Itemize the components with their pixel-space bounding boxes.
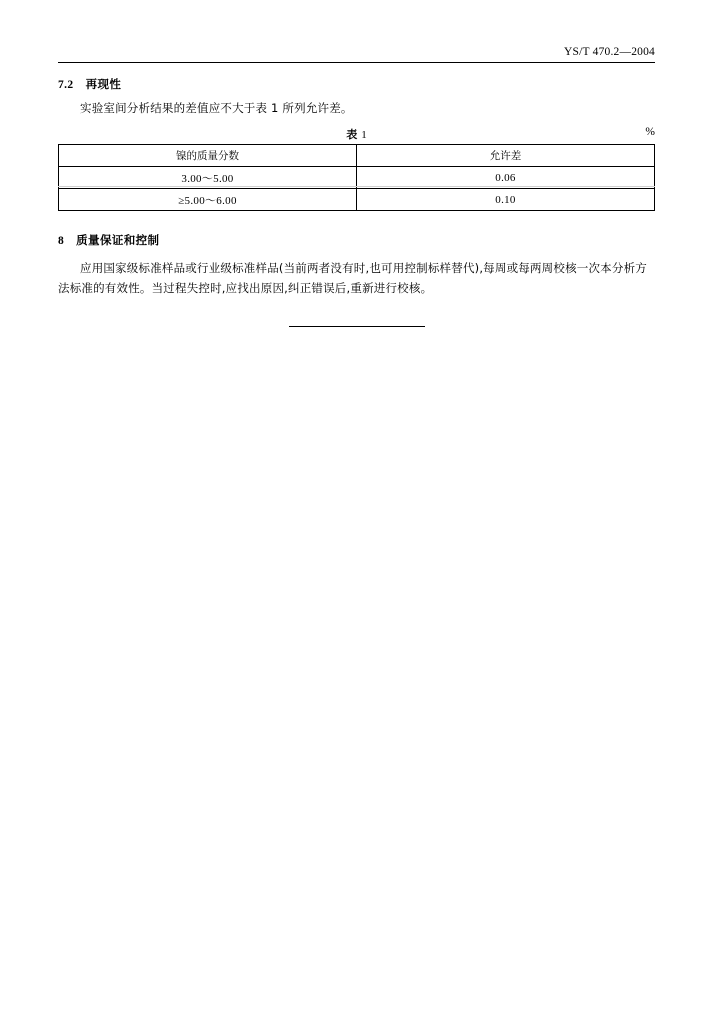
table-cell-1-0: ≥5.00～6.00 <box>59 189 357 211</box>
table-cell-0-1: 0.06 <box>357 167 655 189</box>
clause-7-2-heading <box>58 76 121 92</box>
clause-7-2-number: 7.2 <box>58 79 74 91</box>
clause-7-2-title: 再现性 <box>85 77 122 91</box>
table-header-row <box>59 145 655 167</box>
allowance-table <box>58 144 655 211</box>
table-header-cell-1: 允许差 <box>357 145 655 167</box>
table-caption <box>0 126 713 142</box>
standard-id: YS/T 470.2—2004 <box>564 46 655 58</box>
table-unit-label: % <box>645 126 655 138</box>
table-row <box>59 189 655 211</box>
table-header-cell-0: 镍的质量分数 <box>59 145 357 167</box>
document-end-rule <box>289 326 425 327</box>
page-header <box>58 48 655 64</box>
table-row <box>59 167 655 189</box>
clause-8-heading <box>58 232 159 248</box>
clause-8-title: 质量保证和控制 <box>76 233 160 247</box>
clause-8-paragraph: 应用国家级标准样品或行业级标准样品(当前两者没有时,也可用控制标样替代),每周或每两周校核一次本分析方法标准的有效性。当过程失控时,应找出原因,纠正错误后,重新进行校核。 <box>58 261 647 295</box>
table-caption-label: 表 <box>346 128 358 141</box>
table-cell-0-0: 3.00～5.00 <box>59 167 357 189</box>
header-divider <box>58 62 655 63</box>
clause-7-2-paragraph: 实验室间分析结果的差值应不大于表 1 所列允许差。 <box>80 101 353 115</box>
clause-8-number: 8 <box>58 235 65 247</box>
table-caption-number: 1 <box>361 129 367 141</box>
table-cell-1-1: 0.10 <box>357 189 655 211</box>
